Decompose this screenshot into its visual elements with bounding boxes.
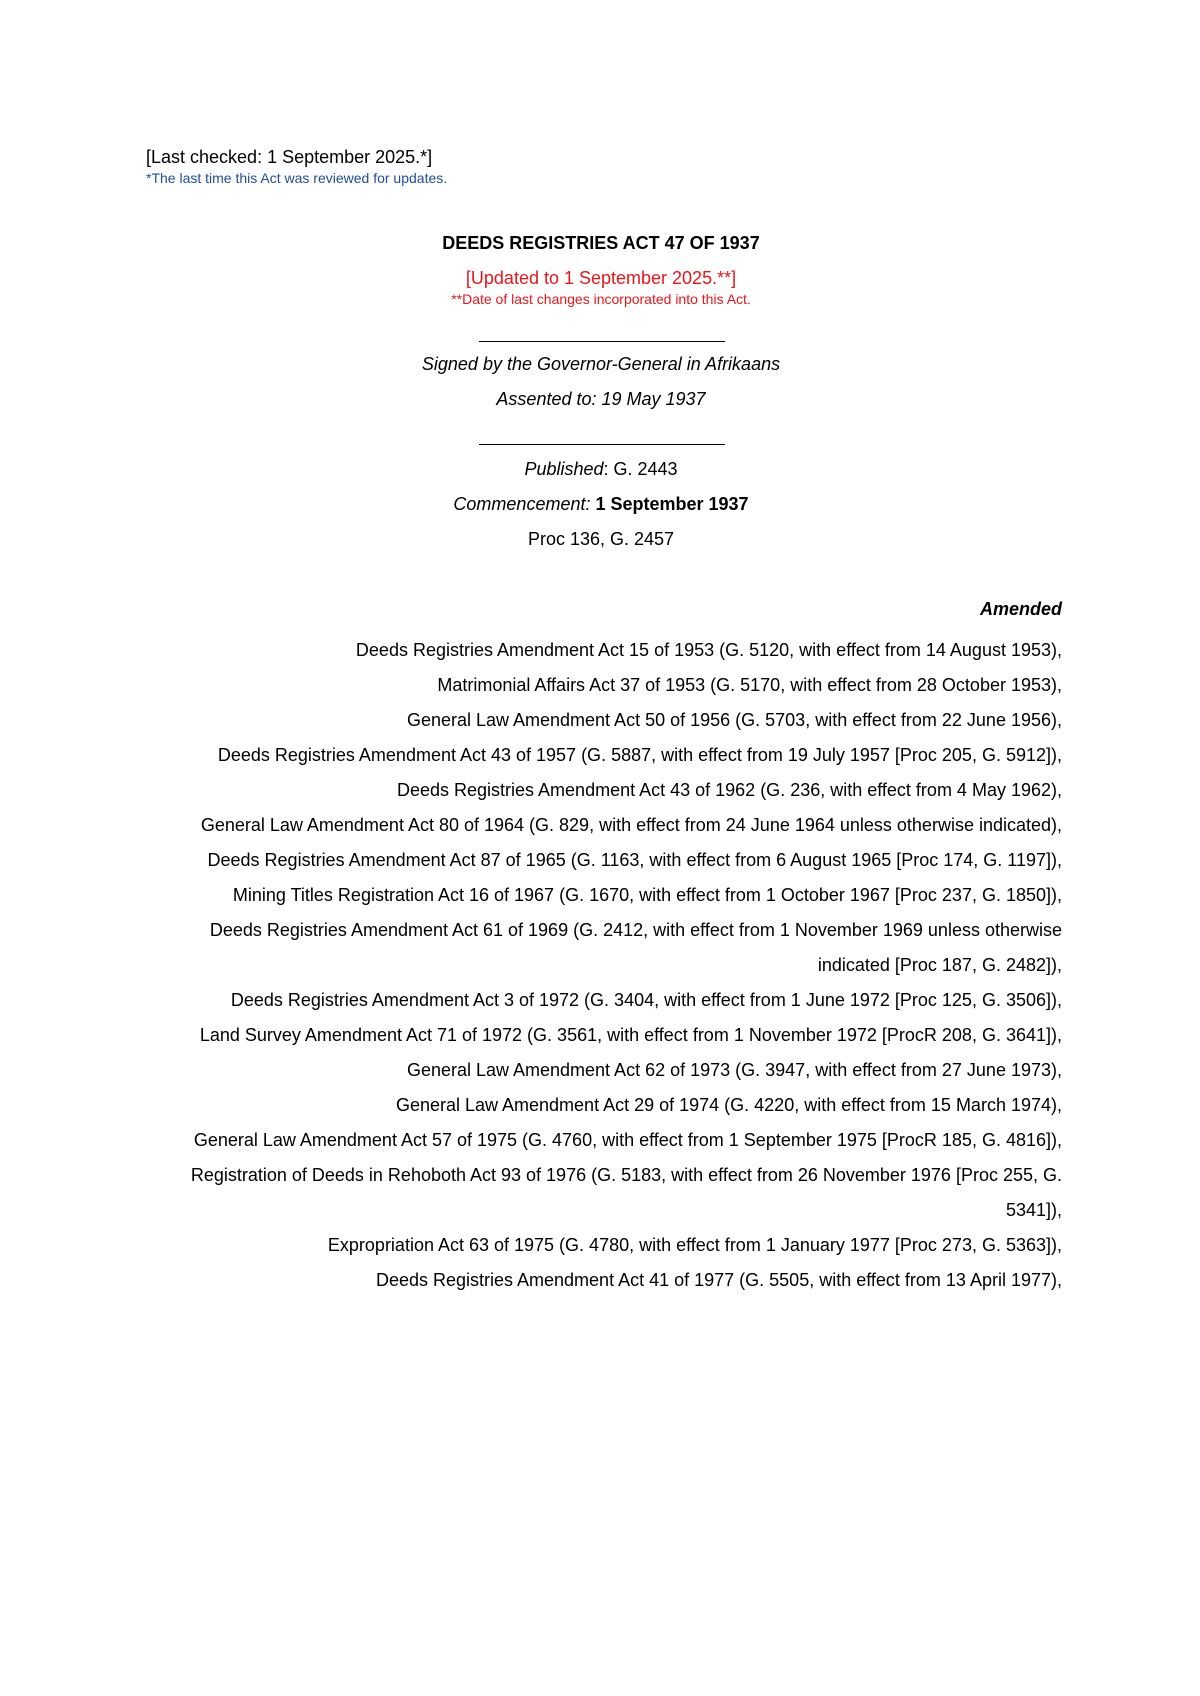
proclamation-line: Proc 136, G. 2457 <box>527 529 675 549</box>
amendment-item: Registration of Deeds in Rehoboth Act 93 of 1976 (G. 5183, with effect from 26 November 1976 [Proc 255, G. 5341]), <box>190 1165 1062 1220</box>
updated-text: [Updated to 1 September 2025.**] <box>465 268 737 288</box>
amendment-item: Deeds Registries Amendment Act 41 of 1977 (G. 5505, with effect from 13 April 1977), <box>375 1270 1062 1290</box>
amendment-item: General Law Amendment Act 80 of 1964 (G. 829, with effect from 24 June 1964 unless otherwise indicated), <box>200 815 1062 835</box>
amendment-item: Matrimonial Affairs Act 37 of 1953 (G. 5170, with effect from 28 October 1953), <box>437 675 1062 695</box>
amendment-item: Mining Titles Registration Act 16 of 1967 (G. 1670, with effect from 1 October 1967 [Proc 237, G. 1850]), <box>232 885 1062 905</box>
amendment-item: Deeds Registries Amendment Act 43 of 1962 (G. 236, with effect from 4 May 1962), <box>396 780 1062 800</box>
amendment-item: Deeds Registries Amendment Act 61 of 1969 (G. 2412, with effect from 1 November 1969 unless otherwise indicated [Proc 187, G. 2482]), <box>209 920 1062 975</box>
divider-rule <box>479 444 725 445</box>
amendment-item: Expropriation Act 63 of 1975 (G. 4780, with effect from 1 January 1977 [Proc 273, G. 5363]), <box>327 1235 1062 1255</box>
last-checked-text: [Last checked: 1 September 2025.*] <box>146 147 433 167</box>
amendment-item: General Law Amendment Act 50 of 1956 (G. 5703, with effect from 22 June 1956), <box>406 710 1062 730</box>
amendments-list <box>136 633 1062 1298</box>
amendment-item: Deeds Registries Amendment Act 3 of 1972 (G. 3404, with effect from 1 June 1972 [Proc 125, G. 3506]), <box>230 990 1062 1010</box>
amendment-item: Deeds Registries Amendment Act 15 of 1953 (G. 5120, with effect from 14 August 1953), <box>355 640 1062 660</box>
last-checked-note: *The last time this Act was reviewed for updates. <box>146 170 448 186</box>
divider-rule <box>479 341 725 342</box>
commencement-separator: : <box>585 494 596 514</box>
published-line <box>146 458 1056 480</box>
amendment-item: Land Survey Amendment Act 71 of 1972 (G. 3561, with effect from 1 November 1972 [ProcR 208, G. 3641]), <box>199 1025 1062 1045</box>
act-title: DEEDS REGISTRIES ACT 47 OF 1937 <box>442 233 760 253</box>
amendment-item: Deeds Registries Amendment Act 87 of 1965 (G. 1163, with effect from 6 August 1965 [Proc 174, G. 1197]), <box>207 850 1062 870</box>
updated-note: **Date of last changes incorporated into this Act. <box>451 291 751 307</box>
published-label: Published <box>524 459 604 479</box>
commencement-label: Commencement <box>453 494 586 514</box>
amendment-item: Deeds Registries Amendment Act 43 of 1957 (G. 5887, with effect from 19 July 1957 [Proc 205, G. 5912]), <box>217 745 1062 765</box>
commencement-line <box>146 493 1056 515</box>
amended-heading: Amended <box>979 599 1062 619</box>
commencement-value: 1 September 1937 <box>595 494 749 514</box>
signed-text: Signed by the Governor-General in Afrikaans <box>421 354 781 374</box>
amendment-item: General Law Amendment Act 62 of 1973 (G. 3947, with effect from 27 June 1973), <box>406 1060 1062 1080</box>
amendment-item: General Law Amendment Act 57 of 1975 (G. 4760, with effect from 1 September 1975 [ProcR 185, G. 4816]), <box>193 1130 1062 1150</box>
published-value: : G. 2443 <box>603 459 678 479</box>
amendment-item: General Law Amendment Act 29 of 1974 (G. 4220, with effect from 15 March 1974), <box>395 1095 1062 1115</box>
assented-text: Assented to: 19 May 1937 <box>496 389 706 409</box>
